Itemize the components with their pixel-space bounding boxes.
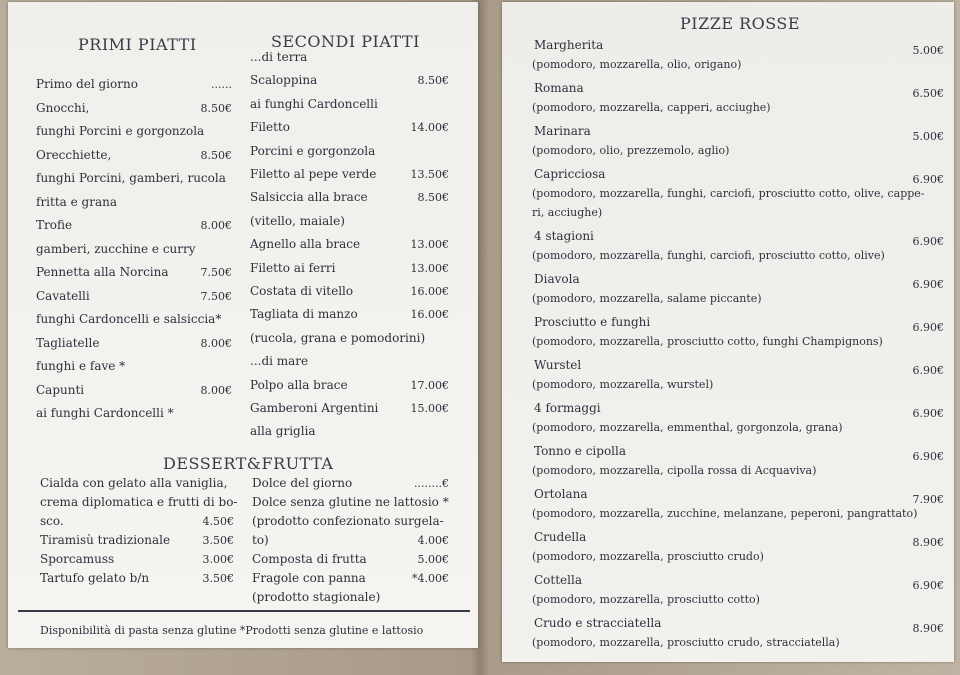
dessert-item-name: Tiramisù tradizionale bbox=[40, 533, 171, 547]
primi-item-name: Gnocchi, bbox=[36, 100, 90, 115]
dessert-item-price: 5.00€ bbox=[417, 553, 449, 566]
pizza-ingredients: (pomodoro, mozzarella, wurstel) bbox=[532, 378, 714, 391]
secondi-item-name: Filetto al pepe verde bbox=[250, 167, 377, 181]
secondi-item-name: Agnello alla brace bbox=[250, 237, 361, 252]
secondi-item-name: (rucola, grana e pomodorini) bbox=[250, 330, 426, 345]
secondi-item-name: ai funghi Cardoncelli bbox=[250, 96, 378, 111]
dessert-item-name: (prodotto confezionato surgela- bbox=[252, 514, 444, 528]
secondi-item-name: Polpo alla brace bbox=[250, 377, 348, 392]
pizza-price: 6.90€ bbox=[912, 450, 944, 463]
secondi-item-name: Gamberoni Argentini bbox=[250, 401, 379, 415]
pizza-ingredients: (pomodoro, mozzarella, emmenthal, gorgonzola, grana) bbox=[532, 421, 843, 434]
pizza-price: 5.00€ bbox=[912, 44, 944, 57]
pizza-price: 6.90€ bbox=[912, 364, 944, 377]
pizza-name: Cottella bbox=[534, 573, 582, 587]
secondi-item-name: Filetto ai ferri bbox=[250, 260, 336, 275]
primi-item-name: ai funghi Cardoncelli * bbox=[36, 406, 174, 420]
secondi-item-price: 13.00€ bbox=[410, 238, 449, 252]
secondi-item-name: Scaloppina bbox=[250, 73, 318, 88]
primi-item-name: funghi Cardoncelli e salsiccia* bbox=[36, 312, 222, 326]
dessert-item-name: Dolce del giorno bbox=[252, 476, 353, 490]
pizza-name: 4 formaggi bbox=[534, 401, 601, 415]
secondi-item-price: 15.00€ bbox=[410, 402, 449, 415]
primi-item-name: funghi Porcini, gamberi, rucola bbox=[36, 171, 226, 185]
pizza-name: Romana bbox=[534, 81, 584, 95]
dessert-item-name: to) bbox=[252, 533, 269, 547]
dessert-item-price: 3.00€ bbox=[202, 553, 234, 566]
dessert-item-price: 4.50€ bbox=[202, 515, 234, 528]
pizza-name: Ortolana bbox=[534, 487, 588, 501]
pizza-name: Wurstel bbox=[534, 358, 582, 372]
pizza-price: 8.90€ bbox=[912, 622, 944, 635]
primi-item-price: 8.50€ bbox=[200, 148, 232, 162]
pizze-heading: PIZZE ROSSE bbox=[680, 14, 801, 33]
footer-divider bbox=[18, 610, 470, 612]
pizza-ingredients: (pomodoro, mozzarella, prosciutto crudo) bbox=[532, 550, 764, 563]
pizza-ingredients: (pomodoro, mozzarella, funghi, carciofi, prosciutto cotto, olive, cappe- bbox=[532, 187, 925, 200]
dessert-item-price: 3.50€ bbox=[202, 534, 234, 547]
pizza-ingredients: (pomodoro, mozzarella, prosciutto cotto) bbox=[532, 593, 760, 606]
dessert-item-price: 3.50€ bbox=[202, 572, 234, 585]
primi-item-name: fritta e grana bbox=[36, 194, 117, 209]
menu-page-left bbox=[8, 2, 478, 648]
pizza-ingredients: (pomodoro, olio, prezzemolo, aglio) bbox=[532, 144, 730, 157]
dessert-item-price: 4.00€ bbox=[417, 534, 449, 547]
dessert-item-name: crema diplomatica e frutti di bo- bbox=[40, 495, 238, 509]
pizza-ingredients: (pomodoro, mozzarella, prosciutto cotto, funghi Champignons) bbox=[532, 335, 883, 348]
pizza-ingredients: (pomodoro, mozzarella, salame piccante) bbox=[532, 292, 762, 305]
secondi-item-price: 16.00€ bbox=[410, 285, 449, 298]
secondi-item-name: Filetto bbox=[250, 120, 290, 135]
pizza-ingredients: (pomodoro, mozzarella, olio, origano) bbox=[532, 58, 742, 71]
pizza-price: 6.50€ bbox=[912, 87, 944, 100]
primi-item-name: funghi e fave * bbox=[36, 359, 126, 373]
dessert-item-name: Sporcamuss bbox=[40, 552, 115, 566]
primi-item-price: 8.00€ bbox=[200, 219, 232, 232]
primi-item-price: 8.50€ bbox=[200, 101, 232, 115]
secondi-item-price: 17.00€ bbox=[410, 378, 449, 392]
dessert-item-name: Cialda con gelato alla vaniglia, bbox=[40, 476, 228, 490]
secondi-item-price: 13.00€ bbox=[410, 261, 449, 275]
pizza-ingredients: (pomodoro, mozzarella, cipolla rossa di Acquaviva) bbox=[532, 464, 817, 477]
pizza-price: 6.90€ bbox=[912, 407, 944, 420]
pizza-price: 6.90€ bbox=[912, 579, 944, 592]
pizza-price: 6.90€ bbox=[912, 278, 944, 291]
primi-item-name: funghi Porcini e gorgonzola bbox=[36, 124, 205, 138]
primi-item-name: Primo del giorno bbox=[36, 77, 138, 91]
pizza-name: Marinara bbox=[534, 124, 591, 138]
primi-item-price: ...... bbox=[211, 78, 232, 91]
pizza-ingredients: (pomodoro, mozzarella, zucchine, melanzane, peperoni, pangrattato) bbox=[532, 507, 918, 520]
footer-note: Disponibilità di pasta senza glutine *Prodotti senza glutine e lattosio bbox=[40, 624, 424, 637]
dessert-item-name: Dolce senza glutine ne lattosio * bbox=[252, 495, 449, 509]
secondi-item-name: Tagliata di manzo bbox=[250, 307, 358, 322]
dessert-item-name: Composta di frutta bbox=[252, 552, 367, 566]
pizza-ingredients: (pomodoro, mozzarella, prosciutto crudo, stracciatella) bbox=[532, 636, 840, 649]
pizza-name: 4 stagioni bbox=[534, 229, 594, 243]
secondi-item-name: Costata di vitello bbox=[250, 284, 354, 298]
primi-heading: PRIMI PIATTI bbox=[78, 35, 197, 54]
secondi-item-price: 16.00€ bbox=[410, 308, 449, 322]
secondi-item-name: ...di mare bbox=[250, 354, 309, 369]
pizza-price: 5.00€ bbox=[912, 130, 944, 143]
pizza-name: Prosciutto e funghi bbox=[534, 315, 651, 329]
pizza-name: Crudo e stracciatella bbox=[534, 616, 662, 630]
pizza-ingredients: (pomodoro, mozzarella, funghi, carciofi, prosciutto cotto, olive) bbox=[532, 249, 885, 262]
pizza-price: 7.90€ bbox=[912, 493, 944, 506]
primi-item-name: Pennetta alla Norcina bbox=[36, 265, 169, 279]
primi-item-name: Trofie bbox=[36, 218, 73, 232]
pizza-name: Diavola bbox=[534, 272, 580, 286]
dessert-item-name: Fragole con panna bbox=[252, 571, 366, 585]
dessert-item-price: ........€ bbox=[414, 477, 449, 490]
menu-page-right bbox=[502, 2, 954, 662]
secondi-item-name: alla griglia bbox=[250, 424, 316, 439]
secondi-item-name: Salsiccia alla brace bbox=[250, 190, 368, 205]
primi-item-price: 7.50€ bbox=[200, 266, 232, 279]
primi-item-name: Orecchiette, bbox=[36, 147, 112, 162]
primi-item-name: Cavatelli bbox=[36, 288, 90, 303]
secondi-item-price: 8.50€ bbox=[417, 191, 449, 205]
pizza-ingredients: (pomodoro, mozzarella, capperi, acciughe) bbox=[532, 101, 771, 114]
secondi-item-price: 8.50€ bbox=[417, 74, 449, 88]
pizza-price: 6.90€ bbox=[912, 235, 944, 248]
primi-item-price: 8.00€ bbox=[200, 336, 232, 350]
primi-item-price: 7.50€ bbox=[200, 289, 232, 303]
pizza-name: Tonno e cipolla bbox=[534, 444, 627, 458]
pizza-name: Margherita bbox=[534, 38, 604, 52]
pizza-price: 6.90€ bbox=[912, 321, 944, 334]
dessert-heading: DESSERT&FRUTTA bbox=[163, 454, 334, 473]
primi-item-name: Tagliatelle bbox=[36, 335, 100, 350]
dessert-item-name: Tartufo gelato b/n bbox=[40, 571, 150, 585]
secondi-heading: SECONDI PIATTI bbox=[271, 32, 420, 51]
dessert-item-name: sco. bbox=[40, 514, 64, 528]
pizza-price: 6.90€ bbox=[912, 173, 944, 186]
secondi-item-price: 13.50€ bbox=[410, 168, 449, 181]
pizza-ingredients: ri, acciughe) bbox=[532, 206, 603, 219]
primi-item-price: 8.00€ bbox=[200, 383, 232, 397]
secondi-item-name: ...di terra bbox=[250, 50, 308, 64]
pizza-name: Capricciosa bbox=[534, 167, 606, 181]
primi-item-name: gamberi, zucchine e curry bbox=[36, 241, 196, 256]
primi-item-name: Capunti bbox=[36, 382, 85, 397]
pizza-price: 8.90€ bbox=[912, 536, 944, 549]
dessert-item-price: *4.00€ bbox=[412, 572, 449, 585]
secondi-item-name: (vitello, maiale) bbox=[250, 213, 345, 228]
pizza-name: Crudella bbox=[534, 530, 587, 544]
dessert-item-name: (prodotto stagionale) bbox=[252, 590, 381, 604]
secondi-item-name: Porcini e gorgonzola bbox=[250, 143, 376, 158]
secondi-item-price: 14.00€ bbox=[410, 121, 449, 135]
